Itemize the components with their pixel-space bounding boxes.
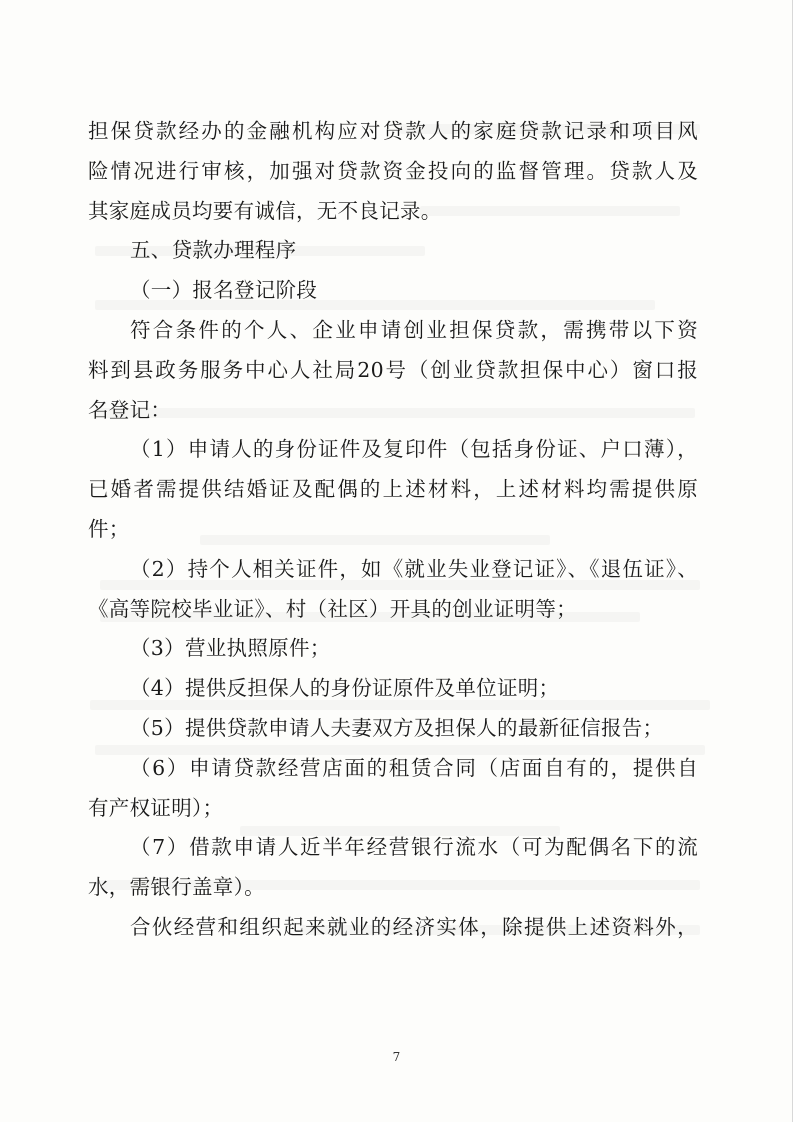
list-item: （7）借款申请人近半年经营银行流水（可为配偶名下的流 [130,835,698,860]
text-line: 有产权证明）； [88,795,224,820]
text-line: 名登记： [88,397,172,422]
text-line: 已婚者需提供结婚证及配偶的上述材料，上述材料均需提供原 [88,477,698,502]
text-line: 符合条件的个人、企业申请创业担保贷款，需携带以下资 [130,317,698,342]
text-line: 其家庭成员均要有诚信，无不良记录。 [88,198,442,223]
list-item: （3）营业执照原件； [130,636,331,661]
list-item: （1）申请人的身份证件及复印件（包括身份证、户口薄）， [130,437,698,462]
list-item: （6）申请贷款经营店面的租赁合同（店面自有的，提供自 [130,755,698,780]
text-line: 料到县政务服务中心人社局20号（创业贷款担保中心）窗口报 [88,357,698,382]
list-item: （4）提供反担保人的身份证原件及单位证明； [130,676,560,701]
text-line: 险情况进行审核，加强对贷款资金投向的监督管理。贷款人及 [88,158,698,183]
text-line: 《高等院校毕业证》、村（社区）开具的创业证明等； [88,596,577,621]
list-item: （5）提供贷款申请人夫妻双方及担保人的最新征信报告； [130,715,664,740]
text-line: 担保贷款经办的金融机构应对贷款人的家庭贷款记录和项目风 [88,119,698,143]
section-heading: 五、贷款办理程序 [130,238,297,263]
text-line: 合伙经营和组织起来就业的经济实体，除提供上述资料外， [130,914,698,939]
page-number: 7 [392,1050,401,1064]
text-line: 水，需银行盖章）。 [88,875,265,900]
subsection-heading: （一）报名登记阶段 [130,278,318,303]
body-text [88,112,698,948]
text-line: 件； [88,516,130,541]
list-item: （2）持个人相关证件，如《就业失业登记证》、《退伍证》、 [130,556,698,581]
